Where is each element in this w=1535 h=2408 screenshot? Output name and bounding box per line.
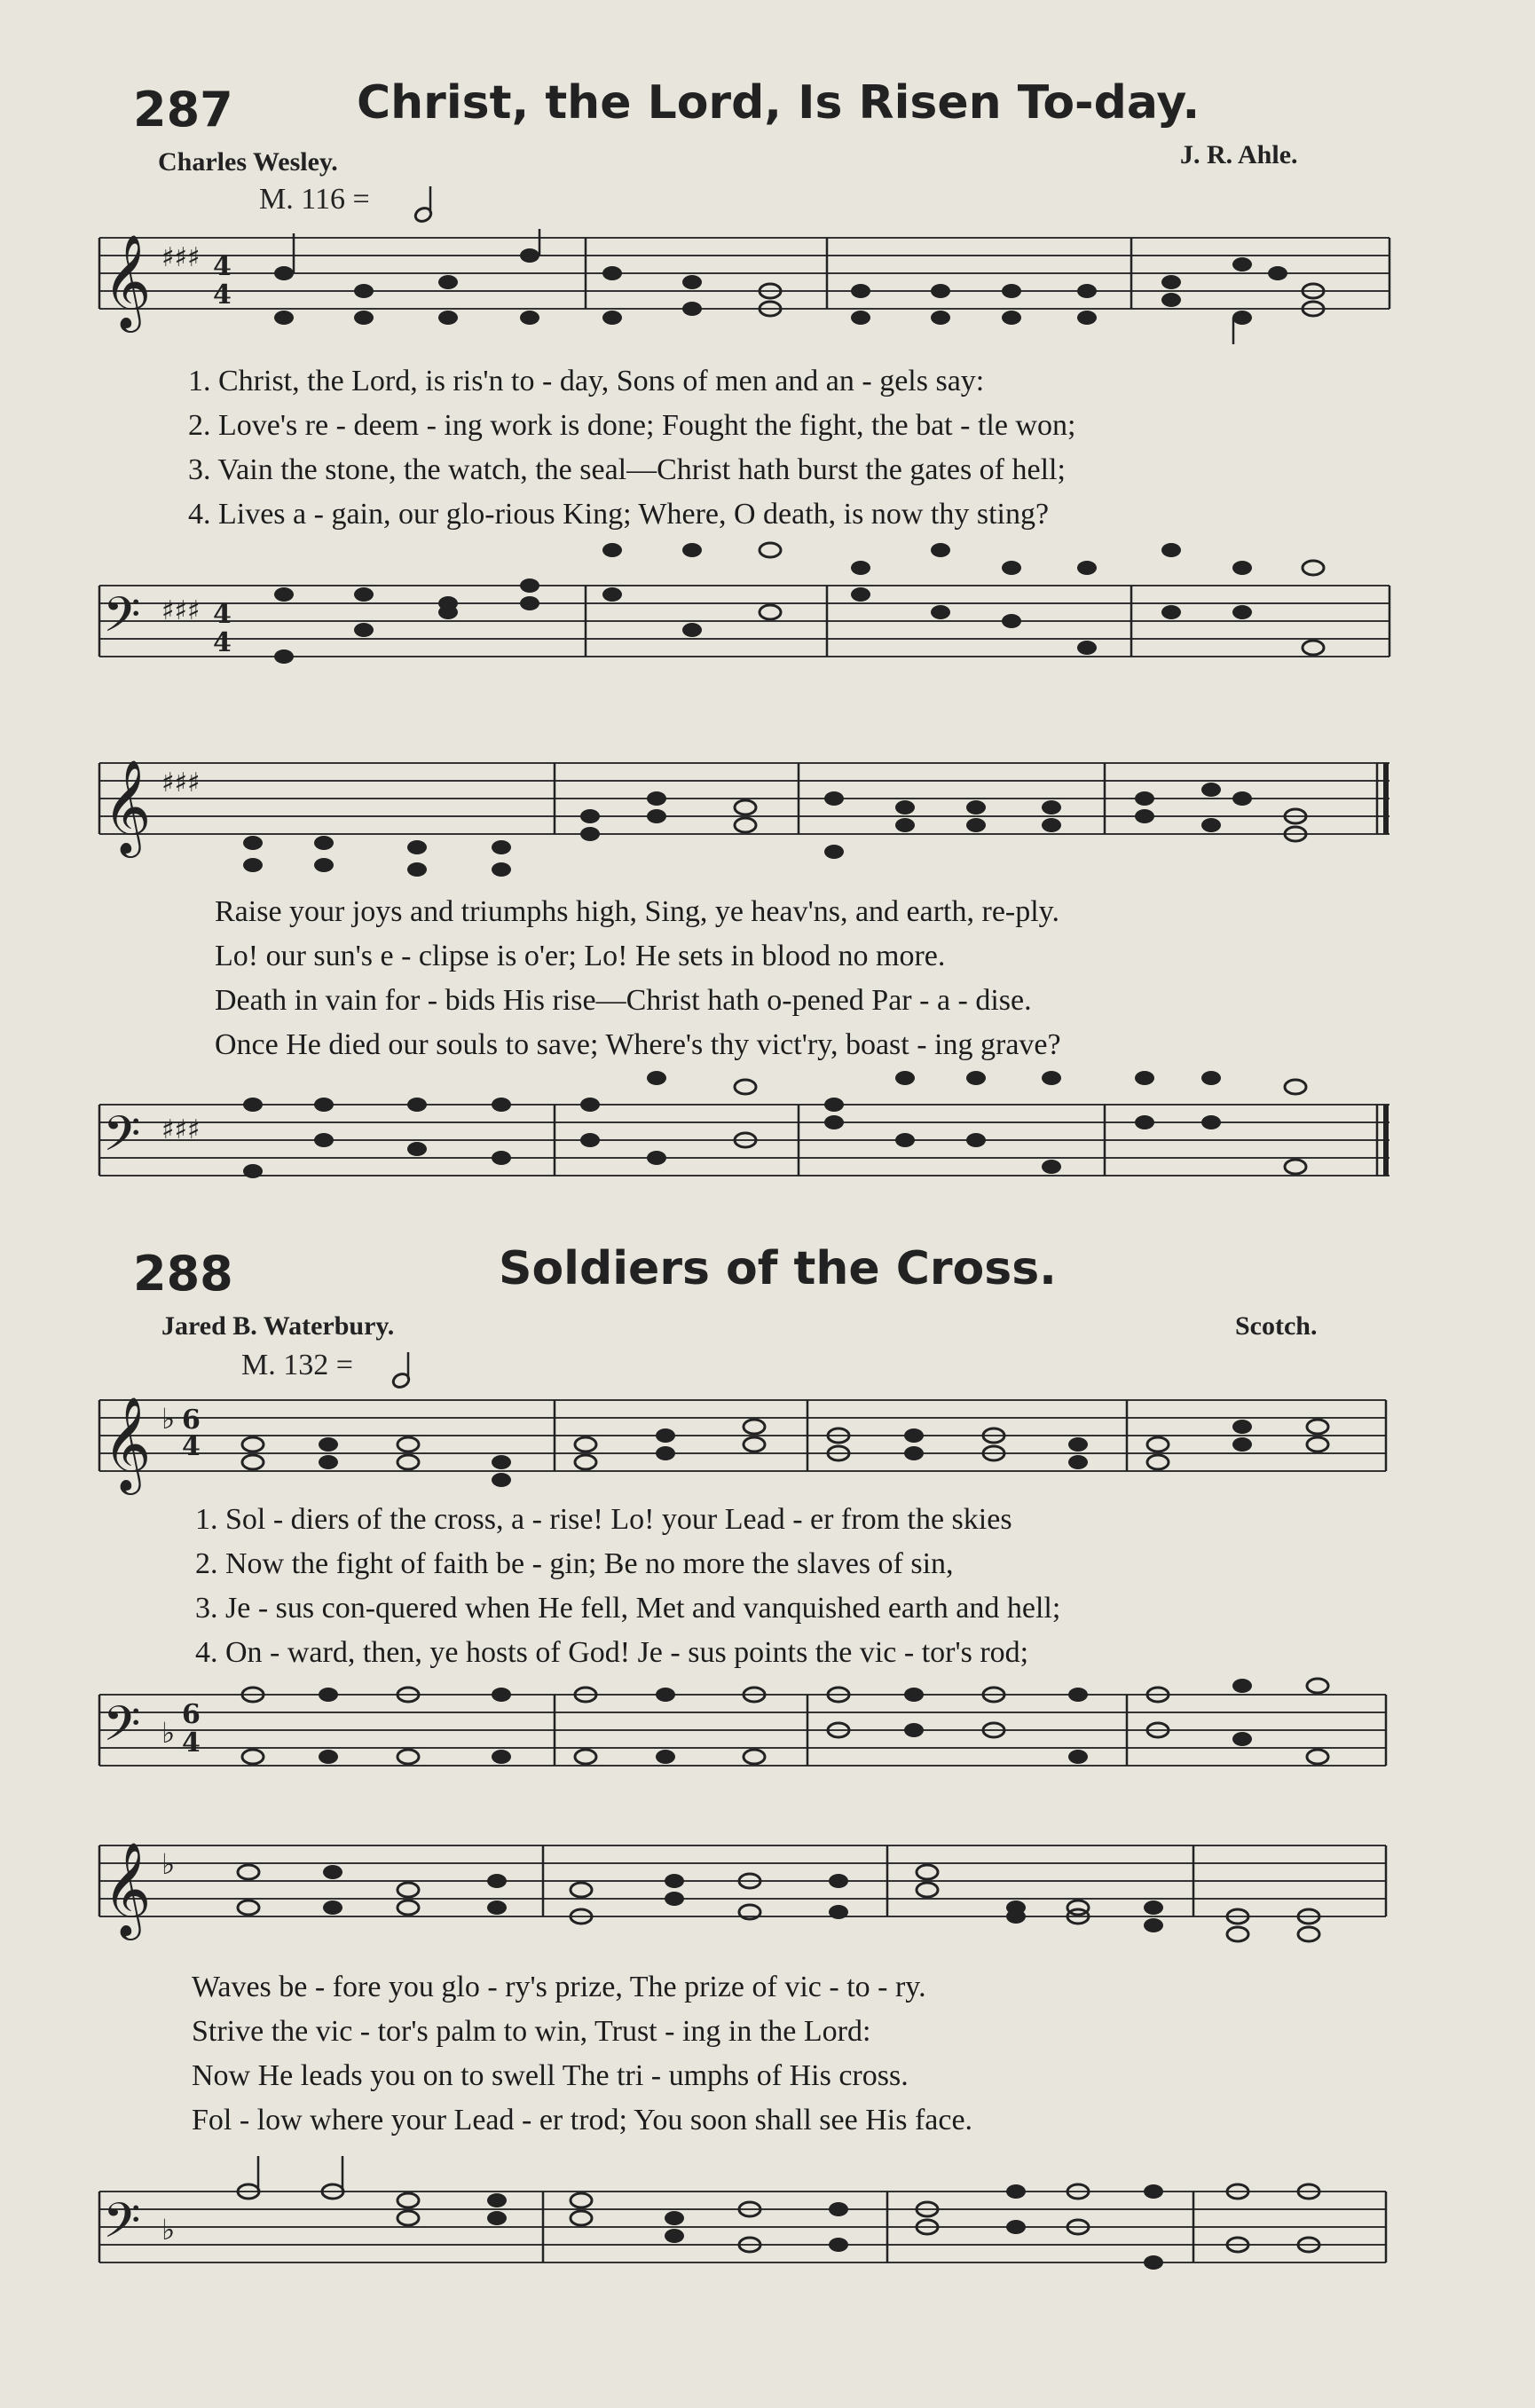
verse-block	[215, 890, 1061, 1067]
lyric-line: 4. On - ward, then, ye hosts of God! Je - sus points the vic - tor's rod;	[195, 1636, 1029, 1669]
author-credit: Charles Wesley.	[158, 147, 338, 177]
svg-text:♭: ♭	[161, 1402, 176, 1436]
lyric-line: Fol - low where your Lead - er trod; You soon shall see His face.	[192, 2104, 973, 2137]
verse-block	[195, 1498, 1060, 1675]
lyric-line: 2. Love's re - deem - ing work is done; Fought the fight, the bat - tle won;	[188, 409, 1076, 442]
verse-block	[188, 359, 1075, 537]
lyric-line: Strive the vic - tor's palm to win, Trust - ing in the Lord:	[192, 2015, 871, 2048]
svg-text:♭: ♭	[161, 2213, 176, 2247]
lyric-line: 1. Sol - diers of the cross, a - rise! Lo! your Lead - er from the skies	[195, 1503, 1012, 1536]
svg-text:4: 4	[213, 251, 232, 282]
lyric-line: Once He died our souls to save; Where's thy vict'ry, boast - ing grave?	[215, 1028, 1061, 1061]
hymn-title: Christ, the Lord, Is Risen To-day.	[357, 76, 1200, 130]
author-credit: Jared B. Waterbury.	[161, 1311, 395, 1341]
treble-staff	[0, 1828, 1535, 1952]
lyric-line: 4. Lives a - gain, our glo-rious King; Where, O death, is now thy sting?	[188, 498, 1050, 531]
composer-credit: Scotch.	[1235, 1311, 1318, 1341]
bass-staff	[0, 2147, 1535, 2289]
half-note-icon	[413, 183, 439, 225]
svg-text:6: 6	[182, 1405, 201, 1436]
treble-staff	[0, 745, 1535, 878]
svg-text:4: 4	[213, 627, 232, 658]
half-note-icon	[390, 1349, 417, 1391]
svg-text:♭: ♭	[161, 1716, 176, 1750]
svg-text:4: 4	[213, 279, 232, 311]
svg-text:4: 4	[182, 1431, 201, 1462]
metronome-marking: M. 132 =	[241, 1349, 353, 1381]
lyric-line: 1. Christ, the Lord, is ris'n to - day, Sons of men and an - gels say:	[188, 365, 985, 397]
metronome-marking: M. 116 =	[259, 183, 370, 216]
lyric-line: 2. Now the fight of faith be - gin; Be no more the slaves of sin,	[195, 1547, 954, 1580]
verse-block	[192, 1965, 972, 2143]
svg-text:𝄞: 𝄞	[103, 1841, 152, 1936]
bass-staff	[0, 1060, 1535, 1193]
lyric-line: Waves be - fore you glo - ry's prize, The prize of vic - to - ry.	[192, 1971, 926, 2003]
treble-staff	[0, 1391, 1535, 1507]
lyric-line: 3. Vain the stone, the watch, the seal—Christ hath burst the gates of hell;	[188, 453, 1066, 486]
svg-text:4: 4	[182, 1727, 201, 1759]
lyric-line: Raise your joys and triumphs high, Sing, ye heav'ns, and earth, re-ply.	[215, 895, 1059, 928]
hymn-number: 287	[133, 82, 233, 138]
hymn-number: 288	[133, 1246, 233, 1302]
svg-text:♯♯♯: ♯♯♯	[161, 1114, 201, 1145]
svg-text:𝄢: 𝄢	[103, 1106, 141, 1174]
treble-staff	[0, 229, 1535, 344]
svg-text:𝄢: 𝄢	[103, 1696, 141, 1764]
svg-text:𝄢: 𝄢	[103, 586, 141, 655]
lyric-line: Now He leads you on to swell The tri - umphs of His cross.	[192, 2059, 909, 2092]
hymn-title: Soldiers of the Cross.	[499, 1242, 1057, 1295]
bass-staff	[0, 541, 1535, 674]
svg-text:6: 6	[182, 1699, 201, 1730]
bass-staff	[0, 1668, 1535, 1801]
svg-text:♯♯♯: ♯♯♯	[161, 767, 201, 799]
lyric-line: Lo! our sun's e - clipse is o'er; Lo! He sets in blood no more.	[215, 940, 946, 972]
composer-credit: J. R. Ahle.	[1180, 140, 1298, 169]
svg-text:𝄢: 𝄢	[103, 2192, 141, 2261]
svg-text:♭: ♭	[161, 1847, 176, 1881]
svg-text:♯♯♯: ♯♯♯	[161, 595, 201, 626]
svg-text:4: 4	[213, 599, 232, 630]
svg-text:𝄞: 𝄞	[103, 233, 152, 328]
lyric-line: 3. Je - sus con-quered when He fell, Met and vanquished earth and hell;	[195, 1592, 1061, 1625]
svg-text:♯♯♯: ♯♯♯	[161, 242, 201, 273]
svg-text:𝄞: 𝄞	[103, 759, 152, 854]
lyric-line: Death in vain for - bids His rise—Christ hath o-pened Par - a - dise.	[215, 984, 1032, 1017]
svg-text:𝄞: 𝄞	[103, 1396, 152, 1491]
